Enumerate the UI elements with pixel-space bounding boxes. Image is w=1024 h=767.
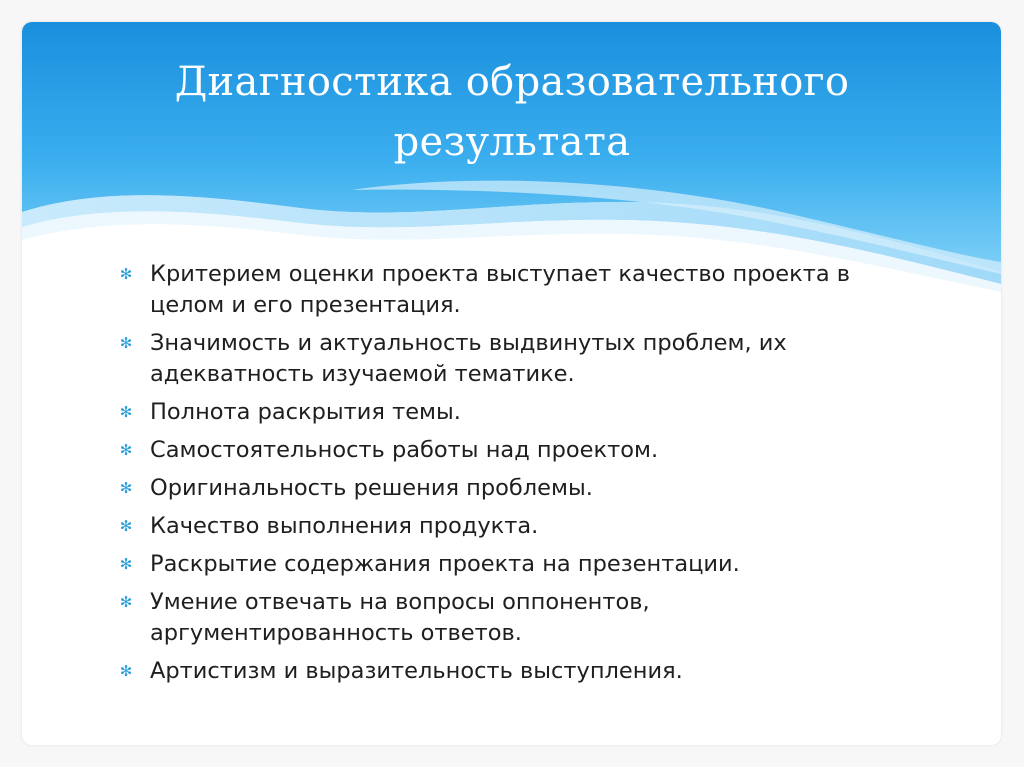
slide: [22, 22, 1001, 745]
slide-title-line1: Диагностика образовательного: [174, 59, 850, 105]
list-item-text-continued: аргументированность ответов.: [150, 620, 522, 646]
asterisk-bullet-icon: ✻: [119, 555, 133, 573]
list-item: [116, 473, 936, 504]
list-item-text: Артистизм и выразительность выступления.: [150, 658, 683, 684]
asterisk-bullet-icon: ✻: [119, 479, 133, 497]
list-item: [116, 397, 936, 428]
list-item-text: Полнота раскрытия темы.: [150, 399, 461, 425]
list-item: [116, 656, 936, 687]
asterisk-bullet-icon: ✻: [119, 662, 133, 680]
slide-title-line2: результата: [393, 119, 631, 165]
list-item-text: Оригинальность решения проблемы.: [150, 475, 593, 501]
list-item: [116, 587, 936, 649]
list-item-text: Самостоятельность работы над проектом.: [150, 437, 659, 463]
list-item: [116, 511, 936, 542]
asterisk-bullet-icon: ✻: [119, 403, 133, 421]
criteria-list: [116, 259, 936, 694]
asterisk-bullet-icon: ✻: [119, 441, 133, 459]
list-item-text-continued: адекватность изучаемой тематике.: [150, 361, 575, 387]
asterisk-bullet-icon: ✻: [119, 334, 133, 352]
list-item-text-continued: целом и его презентация.: [150, 292, 461, 318]
list-item: [116, 549, 936, 580]
list-item-text: Умение отвечать на вопросы оппонентов,: [150, 589, 650, 615]
list-item-text: Значимость и актуальность выдвинутых проблем, их: [150, 330, 787, 356]
list-item-text: Качество выполнения продукта.: [150, 513, 539, 539]
list-item-text: Критерием оценки проекта выступает качество проекта в: [150, 261, 851, 287]
asterisk-bullet-icon: ✻: [119, 265, 133, 283]
slide-title: [102, 52, 922, 172]
asterisk-bullet-icon: ✻: [119, 593, 133, 611]
asterisk-bullet-icon: ✻: [119, 517, 133, 535]
list-item-text: Раскрытие содержания проекта на презентации.: [150, 551, 740, 577]
list-item: [116, 259, 936, 321]
list-item: [116, 435, 936, 466]
list-item: [116, 328, 936, 390]
